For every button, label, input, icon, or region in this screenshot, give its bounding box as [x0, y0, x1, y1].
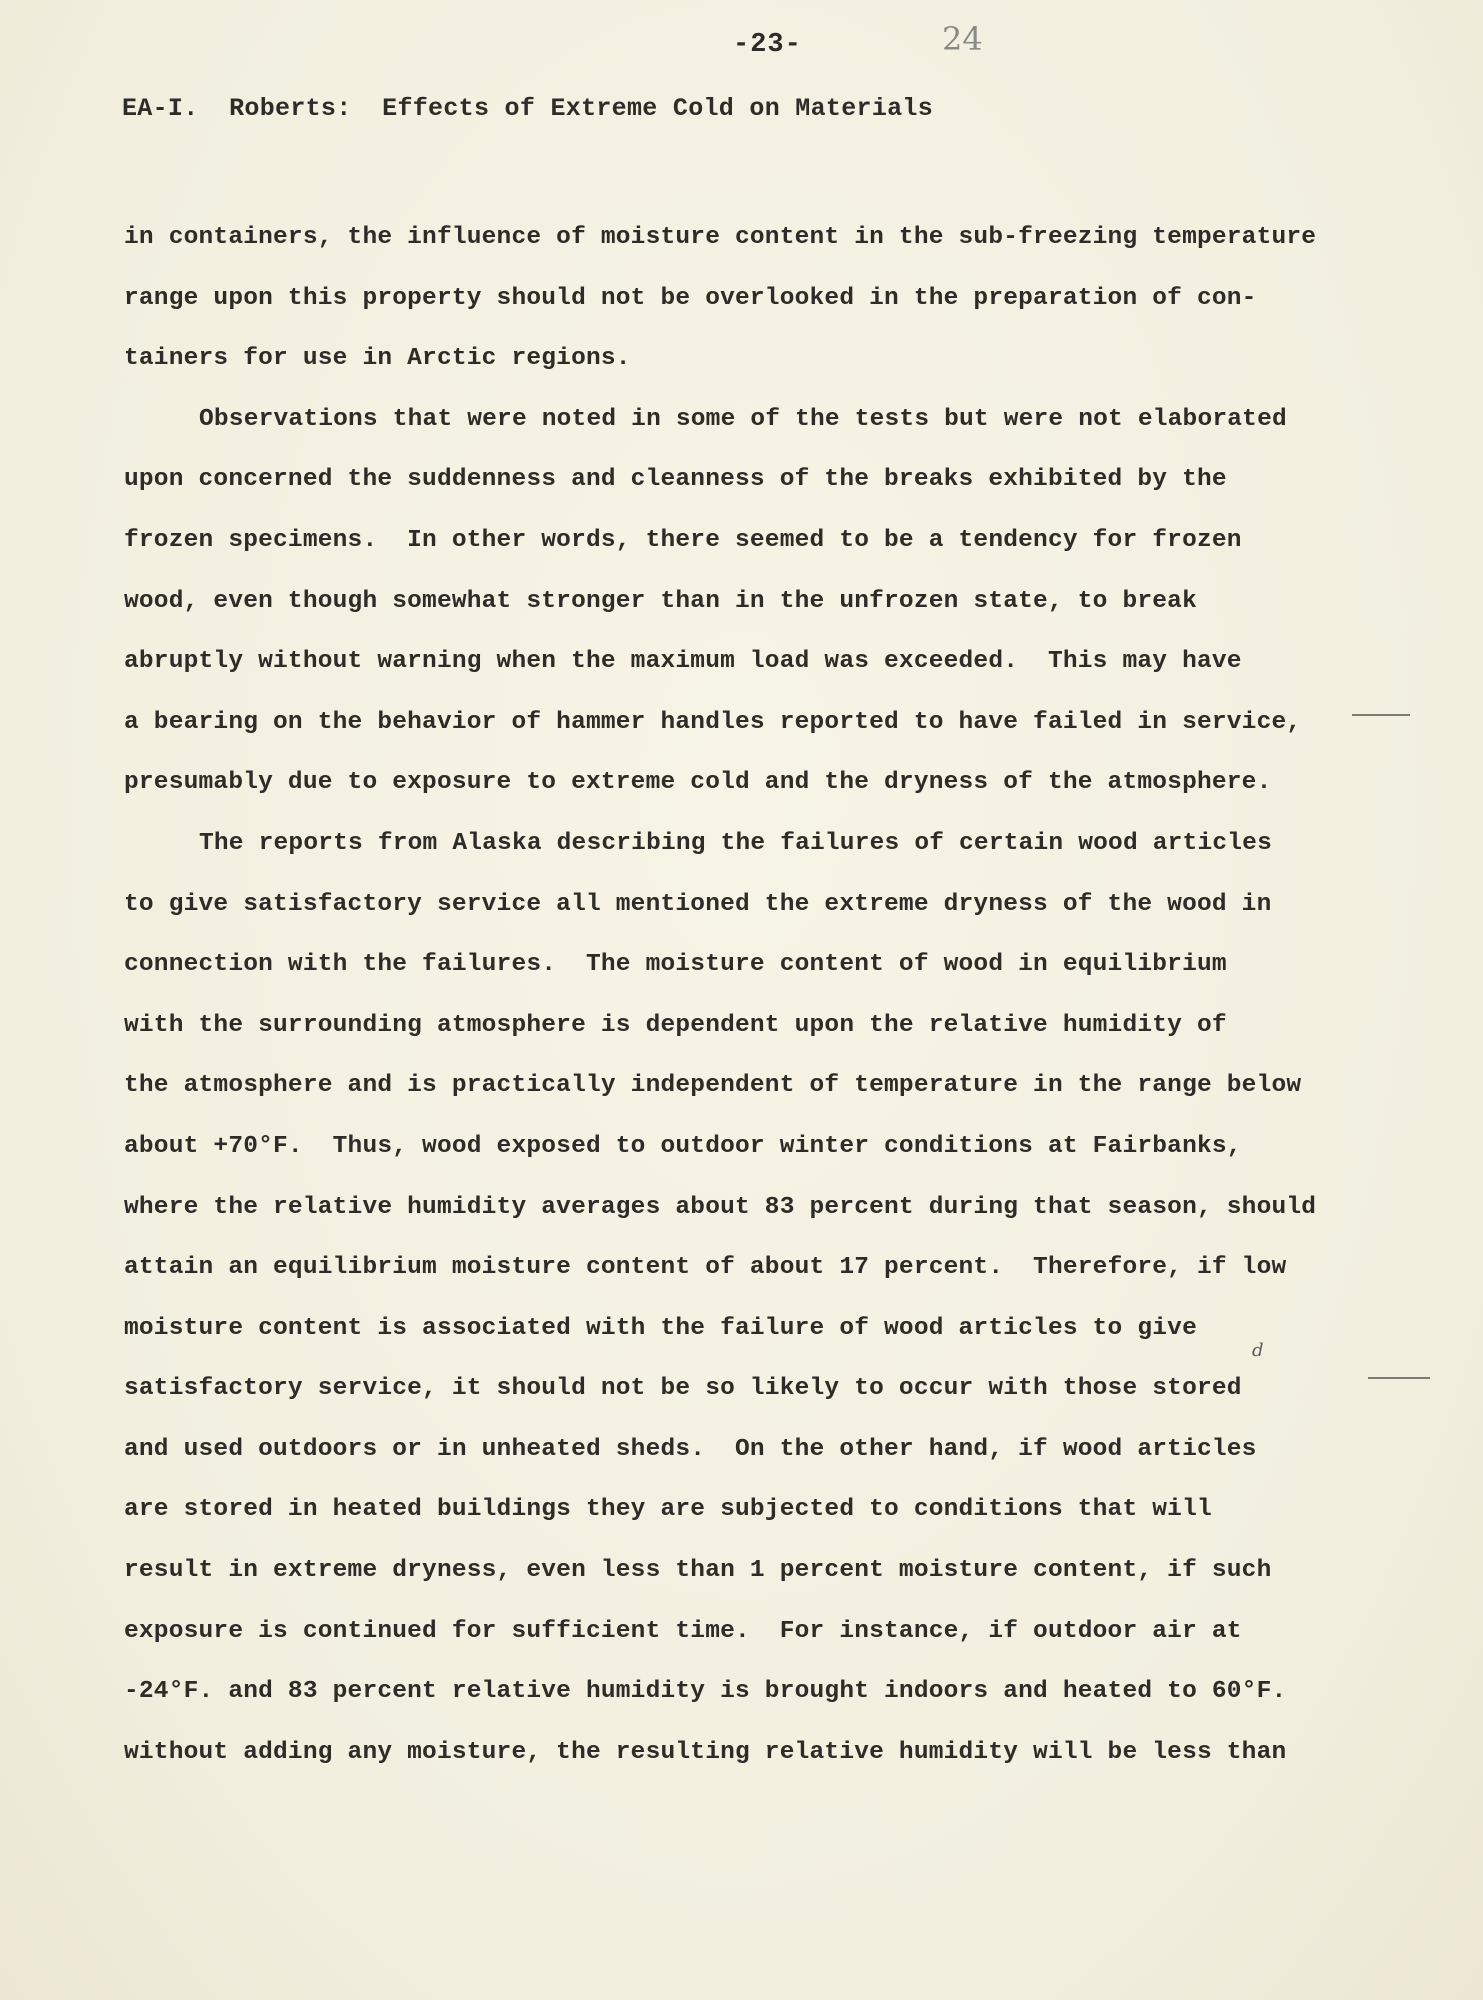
margin-mark	[1368, 1377, 1430, 1379]
body-text	[124, 208, 1354, 1783]
text-line: attain an equilibrium moisture content of about 17 percent. Therefore, if low	[124, 1254, 1287, 1282]
text-line: are stored in heated buildings they are subjected to conditions that will	[124, 1496, 1212, 1524]
text-line: -24°F. and 83 percent relative humidity is brought indoors and heated to 60°F.	[124, 1678, 1287, 1706]
text-line: without adding any moisture, the resulting relative humidity will be less than	[124, 1738, 1287, 1766]
text-line: a bearing on the behavior of hammer handles reported to have failed in service,	[124, 708, 1302, 736]
margin-mark	[1352, 714, 1410, 716]
text-line: tainers for use in Arctic regions.	[124, 345, 631, 373]
handwritten-page-number: 24	[942, 20, 983, 58]
text-line: connection with the failures. The moisture content of wood in equilibrium	[124, 951, 1227, 979]
text-line: abruptly without warning when the maximum load was exceeded. This may have	[124, 648, 1242, 676]
text-line: wood, even though somewhat stronger than in the unfrozen state, to break	[124, 587, 1197, 615]
text-line: exposure is continued for sufficient time. For instance, if outdoor air at	[124, 1617, 1242, 1645]
text-line: satisfactory service, it should not be so likely to occur with those stored	[124, 1375, 1242, 1403]
handwritten-correction: d	[1252, 1340, 1264, 1361]
paragraph-start-line: Observations that were noted in some of the tests but were not elaborated	[199, 405, 1287, 433]
text-line: frozen specimens. In other words, there seemed to be a tendency for frozen	[124, 526, 1242, 554]
text-line: about +70°F. Thus, wood exposed to outdoor winter conditions at Fairbanks,	[124, 1132, 1242, 1160]
text-line: and used outdoors or in unheated sheds. On the other hand, if wood articles	[124, 1435, 1257, 1463]
paragraph-start-line: The reports from Alaska describing the failures of certain wood articles	[199, 829, 1272, 857]
text-line: with the surrounding atmosphere is dependent upon the relative humidity of	[124, 1011, 1227, 1039]
text-line: presumably due to exposure to extreme cold and the dryness of the atmosphere.	[124, 769, 1272, 797]
running-head: EA-I. Roberts: Effects of Extreme Cold on Materials	[122, 94, 934, 123]
text-line: where the relative humidity averages about 83 percent during that season, should	[124, 1193, 1317, 1221]
text-line: result in extreme dryness, even less than 1 percent moisture content, if such	[124, 1557, 1272, 1585]
text-line: the atmosphere and is practically independent of temperature in the range below	[124, 1072, 1302, 1100]
page-number: -23-	[733, 30, 802, 60]
text-line: in containers, the influence of moisture content in the sub-freezing temperature	[124, 224, 1317, 251]
text-line: upon concerned the suddenness and cleanness of the breaks exhibited by the	[124, 466, 1227, 494]
text-line: to give satisfactory service all mentioned the extreme dryness of the wood in	[124, 890, 1272, 918]
text-line: range upon this property should not be overlooked in the preparation of con-	[124, 284, 1257, 312]
text-line: moisture content is associated with the failure of wood articles to give	[124, 1314, 1197, 1342]
